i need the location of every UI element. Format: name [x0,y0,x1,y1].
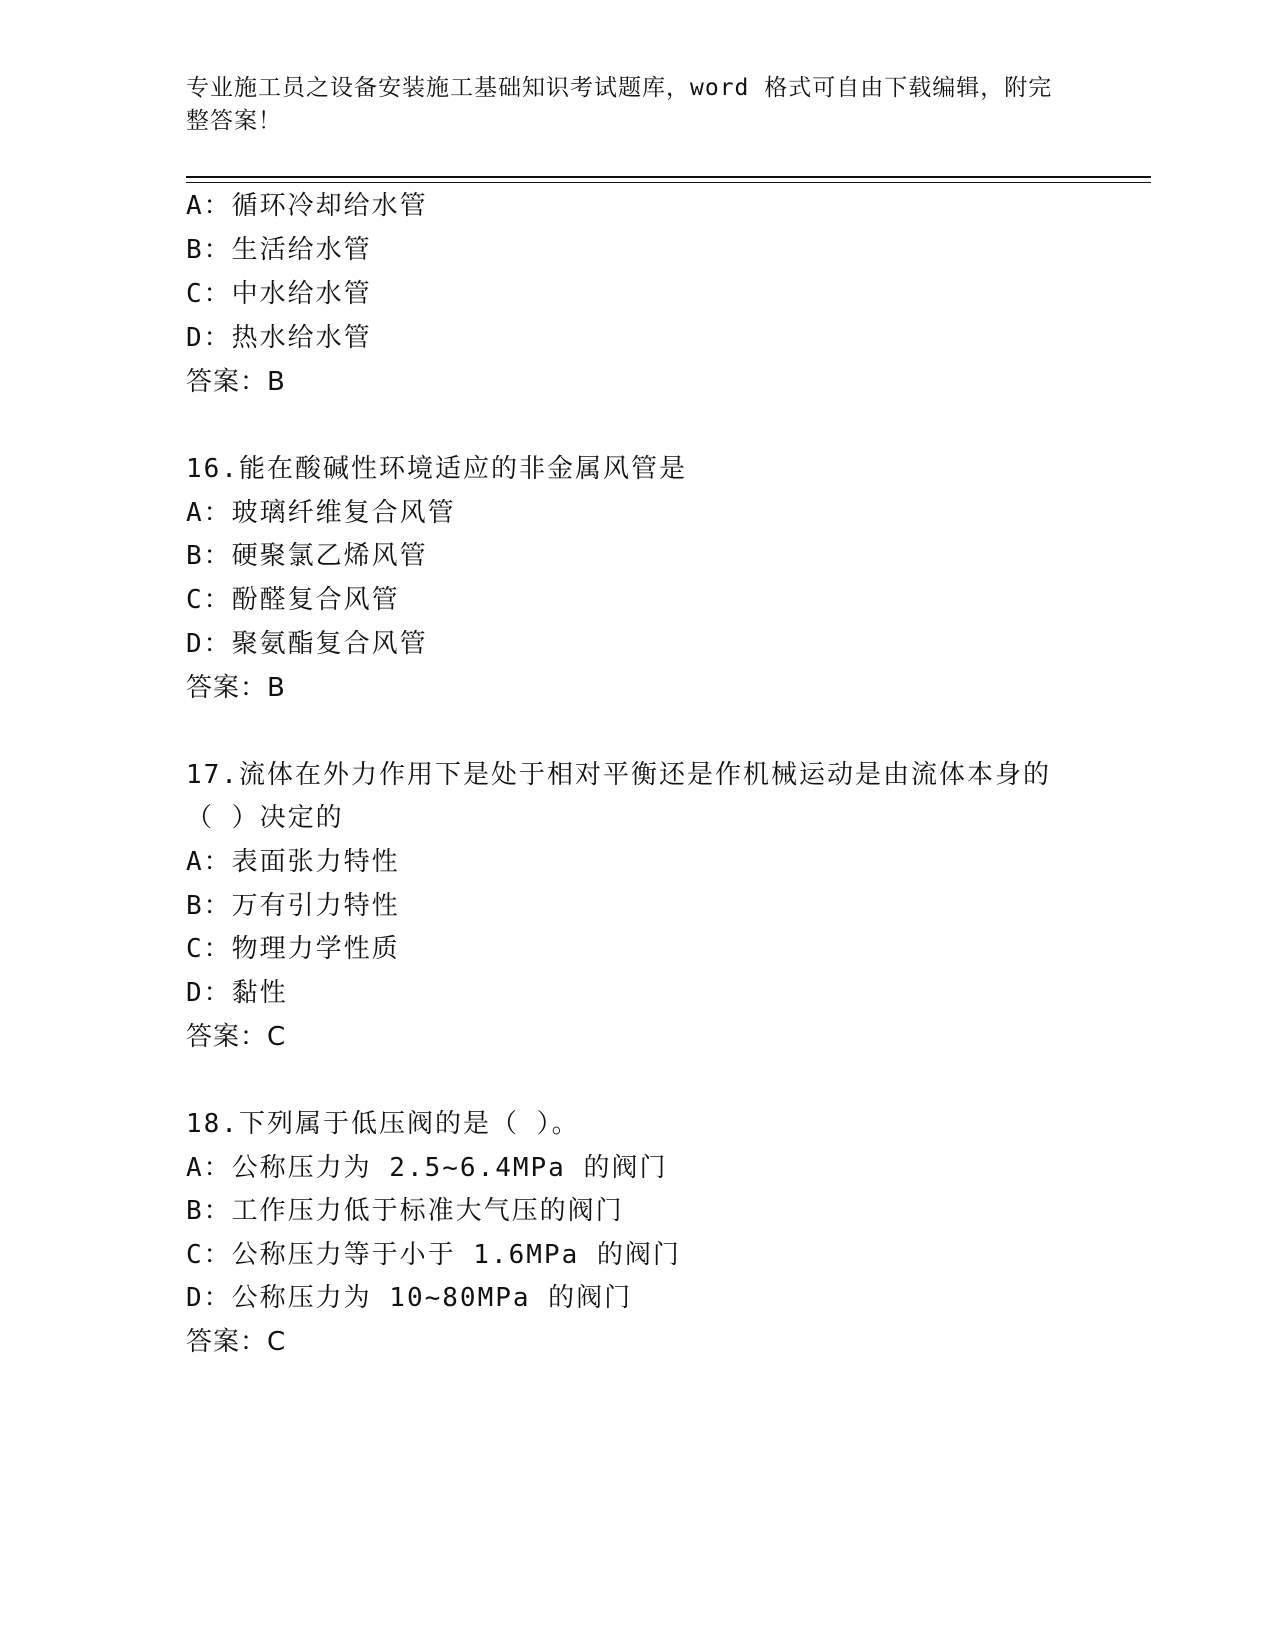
q16-option-c: C：酚醛复合风管 [186,585,400,615]
q18-option-d: D：公称压力为 10~80MPa 的阀门 [186,1283,633,1313]
q18-option-a: A：公称压力为 2.5~6.4MPa 的阀门 [186,1153,668,1183]
q17-option-a: A：表面张力特性 [186,847,400,877]
q15-option-b: B：生活给水管 [186,235,372,265]
q16-stem: 16.能在酸碱性环境适应的非金属风管是 [186,454,687,484]
q16-option-d: D：聚氨酯复合风管 [186,629,428,659]
q18-option-b: B：工作压力低于标准大气压的阀门 [186,1196,624,1226]
q15-option-a: A：循环冷却给水管 [186,191,428,221]
q17-option-c: C：物理力学性质 [186,934,400,964]
q17-option-b: B：万有引力特性 [186,891,400,921]
q15-answer: 答案：B [186,367,286,397]
q18-option-c: C：公称压力等于小于 1.6MPa 的阀门 [186,1240,681,1270]
q16-answer: 答案：B [186,673,286,703]
q18-answer: 答案：C [186,1327,287,1357]
document-header: 专业施工员之设备安装施工基础知识考试题库，word 格式可自由下载编辑，附完整答案！ [186,75,1053,134]
q15-option-d: D：热水给水管 [186,323,372,353]
q17-stem-line1: 17.流体在外力作用下是处于相对平衡还是作机械运动是由流体本身的 [186,760,1051,790]
q18-stem: 18.下列属于低压阀的是（ ）。 [186,1109,580,1139]
q16-option-a: A：玻璃纤维复合风管 [186,498,456,528]
header-rule-thin [186,182,1151,183]
q17-option-d: D：黏性 [186,978,288,1008]
q17-answer: 答案：C [186,1022,287,1052]
q15-option-c: C：中水给水管 [186,279,372,309]
q16-option-b: B：硬聚氯乙烯风管 [186,541,428,571]
header-rule-thick [186,176,1151,178]
q17-stem-line2: （ ）决定的 [186,803,344,833]
